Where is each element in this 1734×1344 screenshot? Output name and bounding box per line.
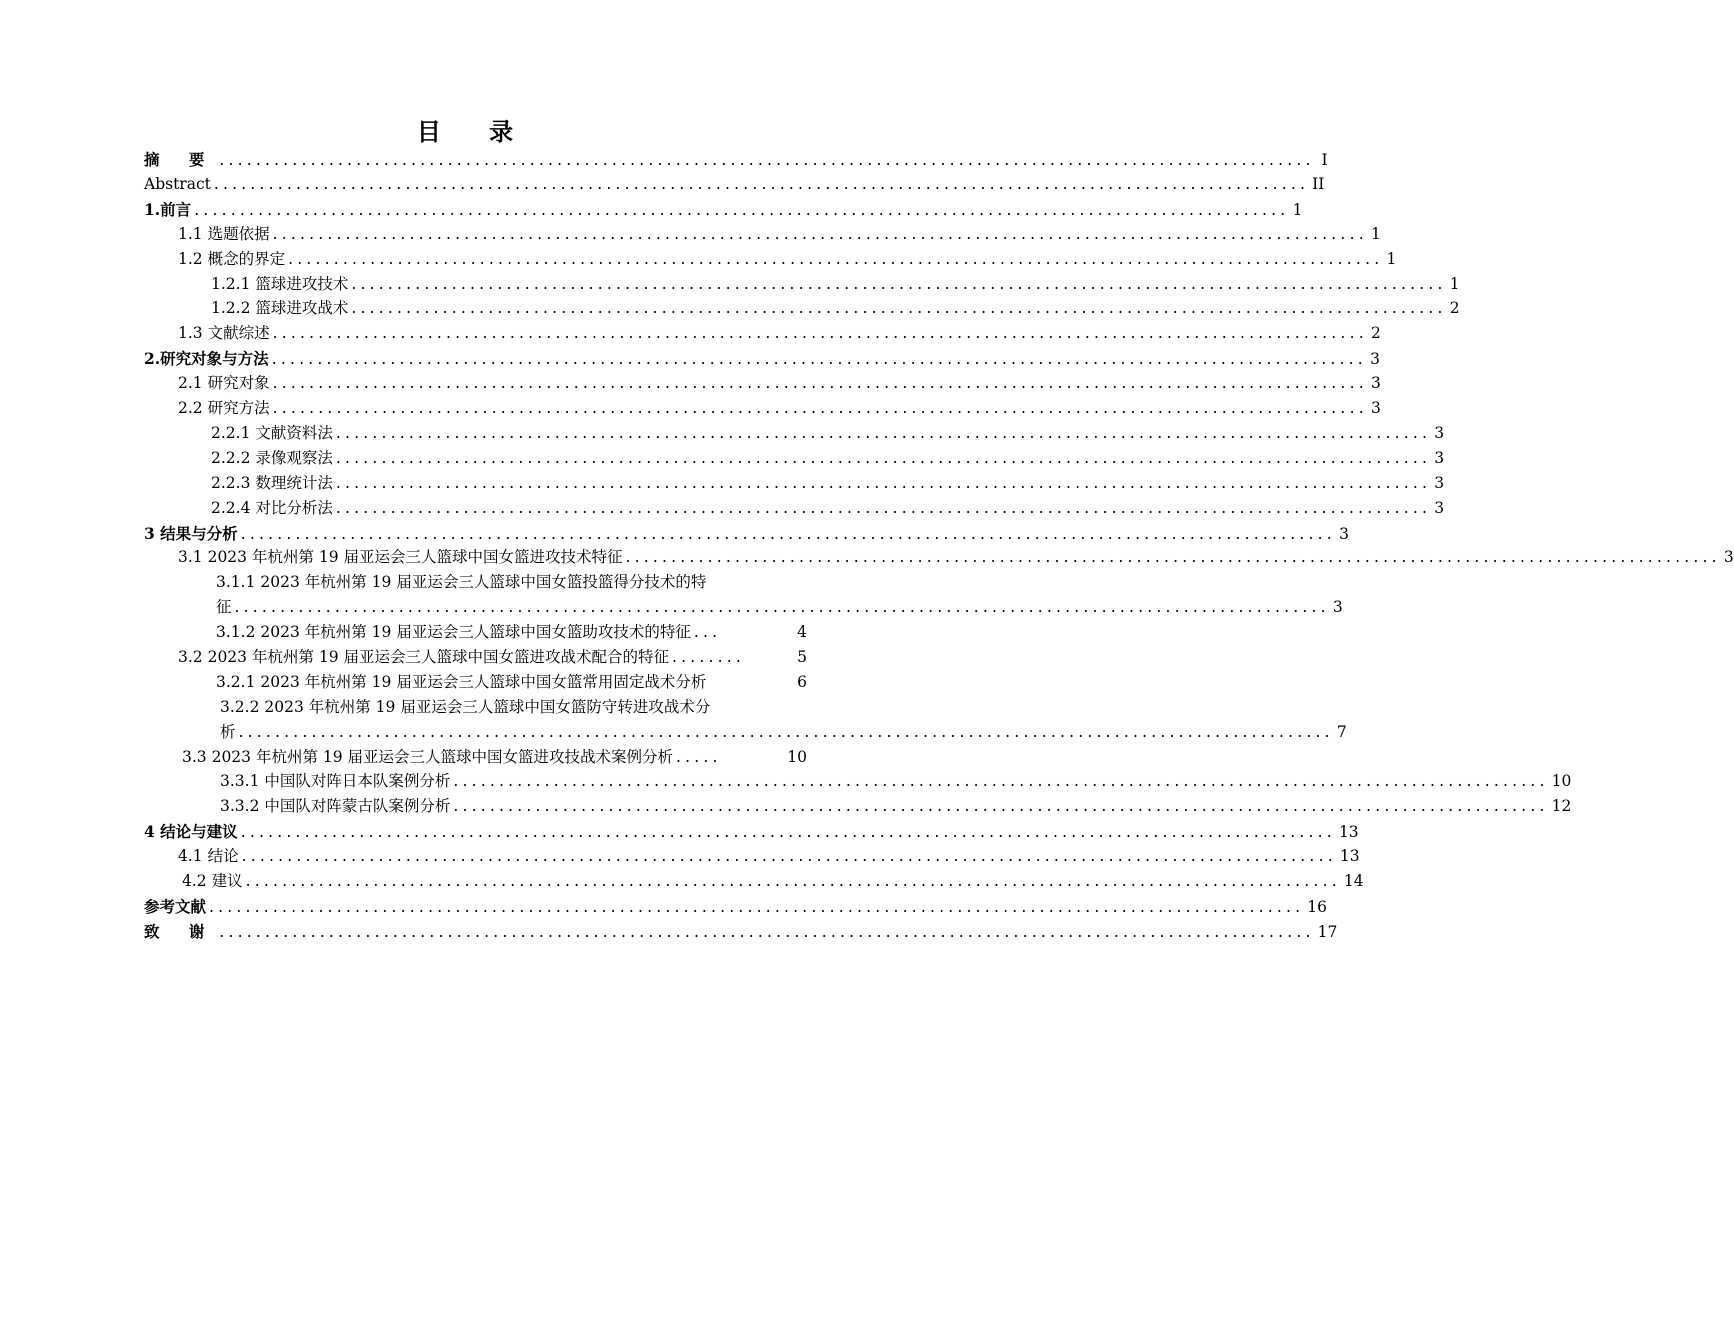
toc-entry-label: 1.1 选题依据: [178, 225, 270, 243]
toc-leader-dots: ........................................................................................................................: [351, 299, 1447, 317]
toc-entry-1-2-2[interactable]: [211, 296, 1460, 321]
toc-entry-label: 2.2.1 文献资料法: [211, 424, 333, 442]
toc-entry-2-2-4[interactable]: [211, 496, 1445, 521]
toc-entry-label: 2.研究对象与方法: [144, 349, 269, 368]
toc-entry-label: 1.2 概念的界定: [178, 250, 286, 268]
toc-entry-4-1[interactable]: [178, 844, 1360, 869]
toc-entry-3-2-1[interactable]: [216, 670, 807, 695]
toc-page-number: 10: [787, 748, 807, 766]
toc-entry-2-2-3[interactable]: [211, 471, 1445, 496]
toc-page-number: 1: [1370, 225, 1381, 243]
toc-page-number: 16: [1307, 898, 1327, 916]
toc-page-number: 4: [797, 623, 807, 641]
toc-page-number: 14: [1343, 872, 1364, 890]
toc-leader-dots: ........................................................................................................................: [245, 872, 1341, 890]
toc-page-number: 3: [1370, 350, 1380, 368]
toc-entry-3-2[interactable]: [178, 645, 807, 670]
toc-leader-dots: ........................................................................................................................: [335, 449, 1432, 467]
toc-entry-label: 3.3.2 中国队对阵蒙古队案例分析: [220, 797, 451, 815]
toc-entry-label: 3.2.1 2023 年杭州第 19 届亚运会三人篮球中国女篮常用固定战术分析: [216, 673, 707, 691]
toc-leader-dots: ........................................................................................................................: [272, 399, 1368, 417]
toc-page-number: 1: [1386, 250, 1397, 268]
toc-page-number: II: [1312, 175, 1325, 193]
toc-leader-dots: ........................................................................................................................: [240, 525, 1336, 543]
toc-entry-abstract-cn[interactable]: [144, 147, 1328, 172]
toc-entry-3-2-2[interactable]: [220, 720, 1347, 745]
toc-entry-2-2-1[interactable]: [211, 421, 1445, 446]
toc-leader-dots: ........................................................................................................................: [238, 723, 1334, 741]
toc-entry-label: 3.1.2 2023 年杭州第 19 届亚运会三人篮球中国女篮助攻技术的特征: [216, 623, 691, 641]
toc-page-number: 17: [1317, 923, 1338, 941]
toc-page-number: 3: [1434, 474, 1445, 492]
toc-entry-3-3[interactable]: [182, 745, 807, 770]
toc-entry-label: 致 谢: [144, 922, 217, 941]
toc-page-number: 7: [1336, 723, 1347, 741]
toc-leader-dots: ........................................................................................................................: [335, 474, 1432, 492]
toc-title: 目 录: [416, 117, 534, 146]
toc-entry-label: 摘 要: [144, 150, 217, 169]
toc-leader-dots: ...: [693, 623, 722, 641]
toc-leader-dots: ........................................................................................................................: [335, 424, 1432, 442]
toc-leader-dots: ........................................................................................................................: [351, 275, 1447, 293]
toc-page-number: 3: [1370, 399, 1381, 417]
toc-entry-label: 3.3 2023 年杭州第 19 届亚运会三人篮球中国女篮进攻技战术案例分析: [182, 748, 674, 766]
toc-page-number: 1: [1449, 275, 1460, 293]
toc-leader-dots: ........................................................................................................................: [240, 823, 1336, 841]
toc-page-number: I: [1321, 151, 1328, 169]
toc-entry-3-1-2[interactable]: [216, 620, 807, 645]
toc-page-number: 3: [1434, 424, 1445, 442]
toc-leader-dots: ........................................................................................................................: [453, 772, 1549, 790]
toc-leader-dots: ........................................................................................................................: [234, 598, 1330, 616]
toc-page-number: 1: [1292, 201, 1303, 219]
toc-leader-dots: ........................................................................................................................: [271, 350, 1367, 368]
toc-entry-abstract-en[interactable]: [144, 172, 1325, 197]
toc-page-number: 3: [1434, 449, 1445, 467]
toc-leader-dots: ........................................................................................................................: [219, 151, 1315, 169]
toc-leader-dots: ........................................................................................................................: [272, 324, 1368, 342]
toc-entry-label: 2.2.3 数理统计法: [211, 474, 333, 492]
toc-entry-label: 1.2.1 篮球进攻技术: [211, 275, 349, 293]
toc-entry-3-1[interactable]: [178, 545, 1734, 570]
toc-leader-dots: ........................................................................................................................: [194, 201, 1290, 219]
toc-entry-label: 2.1 研究对象: [178, 374, 270, 392]
toc-entry-label: 征: [216, 598, 232, 616]
toc-entry-2-2[interactable]: [178, 396, 1381, 421]
toc-entry-3-3-1[interactable]: [220, 769, 1572, 794]
toc-entry-label: 4 结论与建议: [144, 822, 238, 841]
toc-page-number: 3: [1434, 499, 1445, 517]
toc-entry-label: 析: [220, 723, 236, 741]
toc-entry-2-1[interactable]: [178, 371, 1381, 396]
toc-page-number: 6: [797, 673, 807, 691]
toc-entry-label: 1.2.2 篮球进攻战术: [211, 299, 349, 317]
toc-entry-4-2[interactable]: [182, 869, 1364, 894]
toc-page-number: 5: [797, 648, 807, 666]
toc-entry-label: 2.2.4 对比分析法: [211, 499, 333, 517]
toc-entry-label: 3.3.1 中国队对阵日本队案例分析: [220, 772, 451, 790]
toc-leader-dots: ........................................................................................................................: [288, 250, 1384, 268]
toc-entry-3-3-2[interactable]: [220, 794, 1572, 819]
toc-entry-3-1-1-line1[interactable]: 3.1.1 2023 年杭州第 19 届亚运会三人篮球中国女篮投篮得分技术的特: [216, 573, 707, 591]
toc-entry-label: 4.1 结论: [178, 847, 239, 865]
toc-leader-dots: ........................................................................................................................: [625, 548, 1721, 566]
toc-entry-2-2-2[interactable]: [211, 446, 1445, 471]
toc-entry-label: 1.3 文献综述: [178, 324, 270, 342]
toc-page-number: 3: [1370, 374, 1381, 392]
toc-entry-label: 1.前言: [144, 200, 192, 219]
toc-entry-1-2[interactable]: [178, 247, 1397, 272]
toc-leader-dots: ........................................................................................................................: [219, 923, 1315, 941]
toc-leader-dots: .....: [676, 748, 722, 766]
toc-page-number: 12: [1551, 797, 1572, 815]
toc-entry-chapter-4[interactable]: [144, 819, 1359, 844]
toc-leader-dots: ........................................................................................................................: [335, 499, 1432, 517]
toc-entry-label: 4.2 建议: [182, 872, 243, 890]
toc-entry-label: 3.2 2023 年杭州第 19 届亚运会三人篮球中国女篮进攻战术配合的特征: [178, 648, 670, 666]
toc-entry-1-3[interactable]: [178, 321, 1381, 346]
toc-entry-label: 2.2 研究方法: [178, 399, 270, 417]
toc-leader-dots: ........................................................................................................................: [213, 175, 1310, 193]
toc-page-number: 13: [1338, 823, 1359, 841]
toc-entry-label: 参考文献: [144, 897, 207, 916]
toc-entry-chapter-2[interactable]: [144, 346, 1380, 371]
toc-leader-dots: ........: [672, 648, 746, 666]
toc-leader-dots: ........................................................................................................................: [453, 797, 1549, 815]
toc-entry-label: Abstract: [144, 175, 211, 193]
toc-entry-chapter-3[interactable]: [144, 521, 1349, 546]
toc-entry-label: 3 结果与分析: [144, 524, 238, 543]
toc-page-number: 2: [1449, 299, 1460, 317]
toc-leader-dots: ........................................................................................................................: [209, 898, 1305, 916]
toc-page-number: 2: [1370, 324, 1381, 342]
toc-entry-label: 2.2.2 录像观察法: [211, 449, 333, 467]
toc-entry-references[interactable]: [144, 894, 1327, 919]
toc-leader-dots: ........................................................................................................................: [272, 374, 1368, 392]
toc-page-number: 3: [1723, 548, 1734, 566]
toc-page-number: 3: [1339, 525, 1349, 543]
toc-entry-acknowledgements[interactable]: [144, 919, 1338, 944]
toc-entry-1-2-1[interactable]: [211, 272, 1460, 297]
toc-page-number: 13: [1339, 847, 1360, 865]
toc-leader-dots: ........................................................................................................................: [272, 225, 1368, 243]
toc-leader-dots: ........................................................................................................................: [241, 847, 1337, 865]
toc-page-number: 10: [1551, 772, 1572, 790]
toc-entry-chapter-1[interactable]: [144, 197, 1303, 222]
toc-entry-label: 3.1 2023 年杭州第 19 届亚运会三人篮球中国女篮进攻技术特征: [178, 548, 623, 566]
toc-entry-3-1-1[interactable]: [216, 595, 1343, 620]
toc-entry-3-2-2-line1[interactable]: 3.2.2 2023 年杭州第 19 届亚运会三人篮球中国女篮防守转进攻战术分: [220, 698, 711, 716]
toc-entry-1-1[interactable]: [178, 222, 1381, 247]
toc-page-number: 3: [1332, 598, 1343, 616]
